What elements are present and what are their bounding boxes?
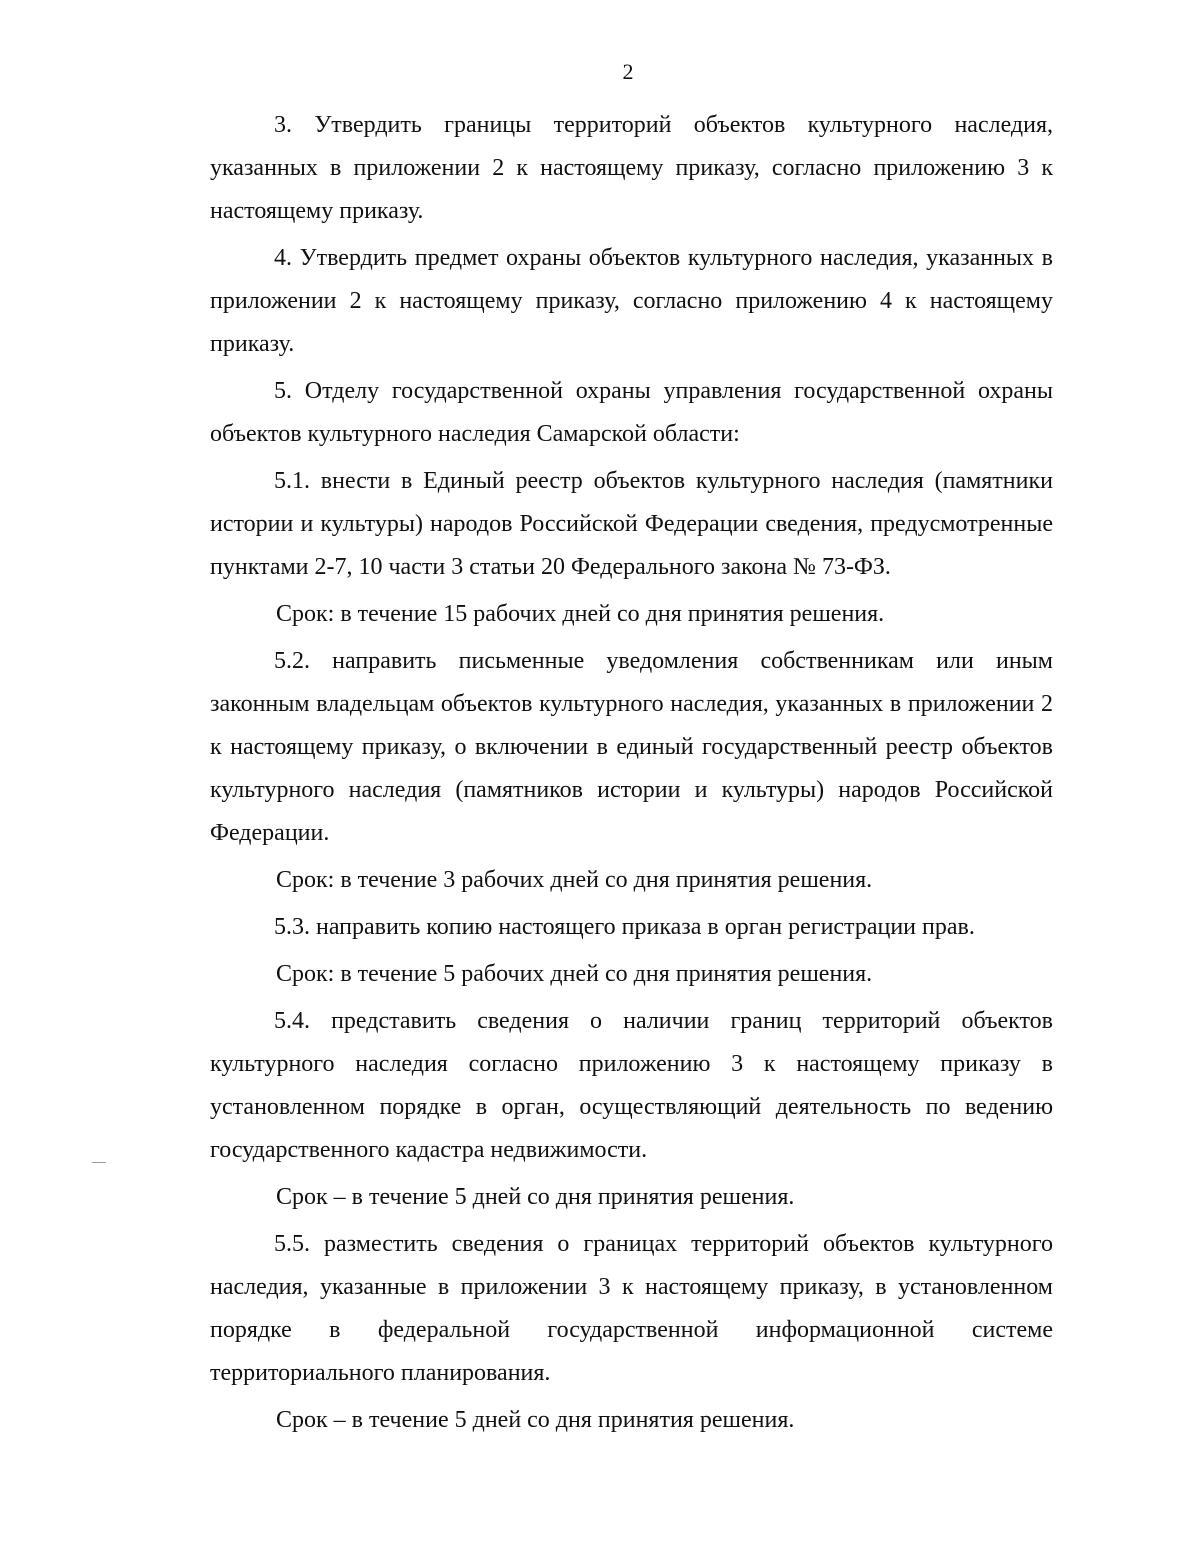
deadline-5-4: Срок – в течение 5 дней со дня принятия решения. — [276, 1184, 795, 1210]
paragraph-4: 4. Утвердить предмет охраны объектов культурного наследия, указанных в приложении 2 к настоящему приказу, согласно приложению 4 к настоящему приказу. — [210, 245, 1053, 357]
paragraph-5-3: 5.3. направить копию настоящего приказа в орган регистрации прав. — [274, 914, 975, 940]
page-number: 2 — [622, 59, 634, 84]
deadline-5-1: Срок: в течение 15 рабочих дней со дня принятия решения. — [276, 601, 885, 627]
deadline-5-2: Срок: в течение 3 рабочих дней со дня принятия решения. — [276, 867, 873, 893]
paragraph-3: 3. Утвердить границы территорий объектов культурного наследия, указанных в приложении 2 к настоящему приказу, согласно приложению 3 к настоящему приказу. — [210, 112, 1053, 224]
deadline-5-5: Срок – в течение 5 дней со дня принятия решения. — [276, 1407, 795, 1433]
paragraph-5-5: 5.5. разместить сведения о границах территорий объектов культурного наследия, указанные в приложении 3 к настоящему приказу, в установленном порядке в федеральной государственной информационной системе территориального планирования. — [210, 1231, 1053, 1386]
paragraph-5-1: 5.1. внести в Единый реестр объектов культурного наследия (памятники истории и культуры) народов Российской Федерации сведения, предусмотренные пунктами 2-7, 10 части 3 статьи 20 Федерального закона № 73-ФЗ. — [210, 468, 1053, 580]
scan-margin-mark — [92, 1162, 106, 1163]
paragraph-5: 5. Отделу государственной охраны управления государственной охраны объектов культурного наследия Самарской области: — [210, 378, 1053, 447]
document-body — [210, 104, 1053, 1442]
paragraph-5-2: 5.2. направить письменные уведомления собственникам или иным законным владельцам объектов культурного наследия, указанных в приложении 2 к настоящему приказу, о включении в единый государственный реестр объектов культурного наследия (памятников истории и культуры) народов Российской Федерации. — [210, 648, 1053, 846]
paragraph-5-4: 5.4. представить сведения о наличии границ территорий объектов культурного наследия согласно приложению 3 к настоящему приказу в установленном порядке в орган, осуществляющий деятельность по ведению государственного кадастра недвижимости. — [210, 1008, 1053, 1163]
deadline-5-3: Срок: в течение 5 рабочих дней со дня принятия решения. — [276, 961, 873, 987]
